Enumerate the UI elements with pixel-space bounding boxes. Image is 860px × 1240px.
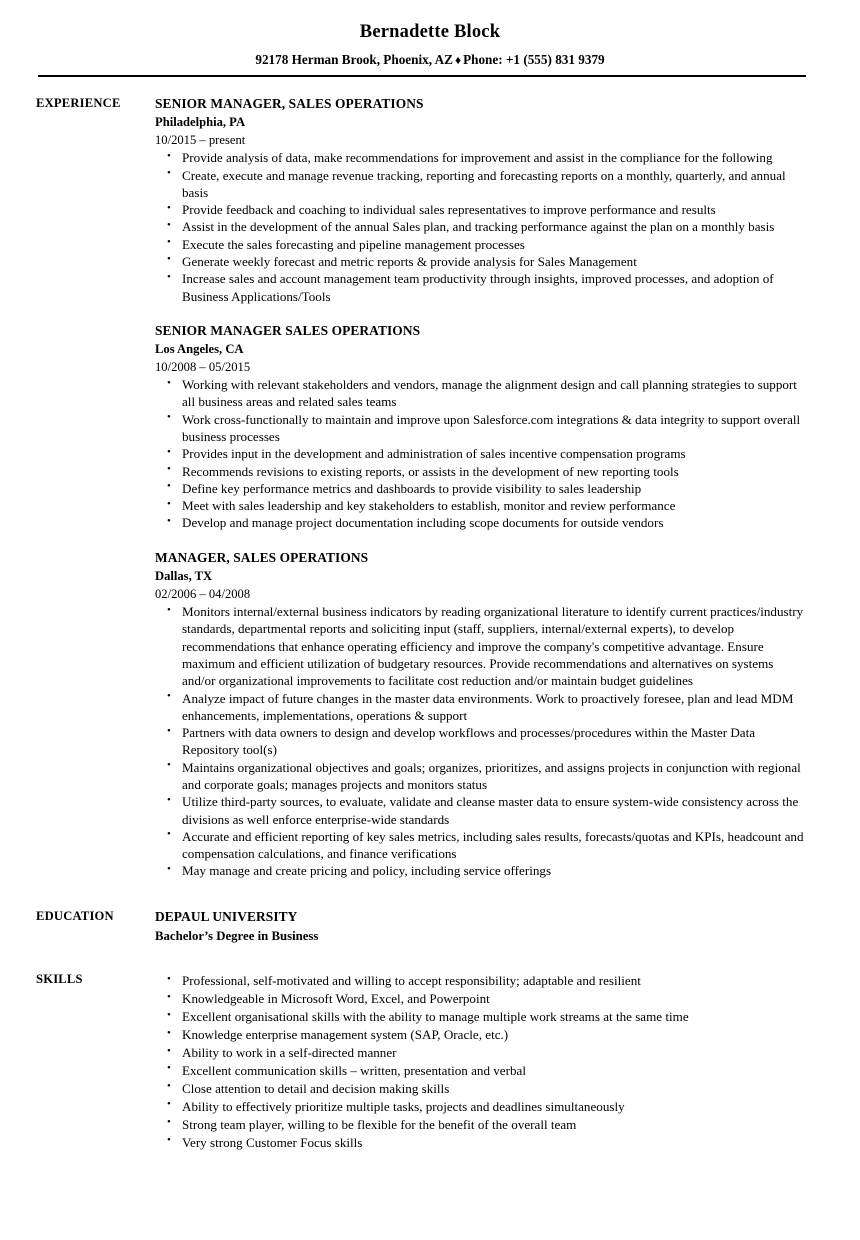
experience-item <box>155 95 808 305</box>
bullet-item: • Maintains organizational objectives and goals; organizes, prioritizes, and assigns projects in conjunction with regional and corporate goals; manages projects and monitors status <box>155 759 808 794</box>
bullet-item: • Increase sales and account management team productivity through insights, improved processes, and adoption of Business Applications/Tools <box>155 270 808 305</box>
bullet-item: • Knowledge enterprise management system (SAP, Oracle, etc.) <box>155 1026 808 1044</box>
bullet-item: • Provides input in the development and administration of sales incentive compensation programs <box>155 445 808 462</box>
bullet-item: • Recommends revisions to existing reports, or assists in the development of new reporting tools <box>155 463 808 480</box>
bullet-item: • Excellent communication skills – written, presentation and verbal <box>155 1062 808 1080</box>
contact-address: 92178 Herman Brook, Phoenix, AZ <box>255 52 453 68</box>
bullet-item: • Professional, self-motivated and willing to accept responsibility; adaptable and resilient <box>155 972 808 990</box>
job-bullets <box>155 149 808 305</box>
job-dates: 10/2015 – present <box>155 133 246 148</box>
job-title: SENIOR MANAGER, SALES OPERATIONS <box>155 95 424 111</box>
job-location: Los Angeles, CA <box>155 342 244 357</box>
bullet-item: • Generate weekly forecast and metric reports & provide analysis for Sales Management <box>155 253 808 270</box>
bullet-item: • Excellent organisational skills with the ability to manage multiple work streams at the same time <box>155 1008 808 1026</box>
bullet-item: • Strong team player, willing to be flexible for the benefit of the overall team <box>155 1116 808 1134</box>
skills-bullets <box>155 972 808 1151</box>
diamond-separator-icon: ♦ <box>454 53 462 68</box>
bullet-item: • Assist in the development of the annual Sales plan, and tracking performance against the plan on a monthly basis <box>155 218 808 235</box>
education-degree: Bachelor’s Degree in Business <box>155 928 319 943</box>
skills-list <box>155 971 860 1151</box>
bullet-item: • Provide feedback and coaching to individual sales representatives to improve performance and results <box>155 201 808 218</box>
bullet-item: • Ability to work in a self-directed manner <box>155 1044 808 1062</box>
education-item <box>155 908 808 946</box>
section-experience <box>0 95 860 880</box>
job-title: MANAGER, SALES OPERATIONS <box>155 549 369 565</box>
bullet-item: • Ability to effectively prioritize multiple tasks, projects and deadlines simultaneously <box>155 1098 808 1116</box>
bullet-item: • Partners with data owners to design and develop workflows and processes/procedures within the Master Data Repository tool(s) <box>155 724 808 759</box>
section-label-experience: EXPERIENCE <box>36 95 121 110</box>
job-dates: 02/2006 – 04/2008 <box>155 587 251 602</box>
education-list <box>155 908 860 946</box>
experience-list <box>155 95 860 880</box>
bullet-item: • Close attention to detail and decision making skills <box>155 1080 808 1098</box>
bullet-item: • Monitors internal/external business indicators by reading organizational literature to identify current practices/industry standards, departmental reports and soliciting input (staff, suppliers, internal/external experts), to develop recommendations that enhance operating efficiency and improve the company's competitive advantage. Ensure maximum and efficient utilization of budgetary resources. Provide recommendations and alternatives on systems and/or organizational improvements to facilitate cost reduction and/or maintain budget guidelines <box>155 603 808 689</box>
bullet-item: • Work cross-functionally to maintain and improve upon Salesforce.com integrations & data integrity to support overall business processes <box>155 411 808 446</box>
bullet-item: • Analyze impact of future changes in the master data environments. Work to proactively foresee, plan and lead MDM enhancements, implementations, operations & support <box>155 690 808 725</box>
section-skills <box>0 971 860 1151</box>
job-location: Dallas, TX <box>155 569 213 584</box>
bullet-item: • Provide analysis of data, make recommendations for improvement and assist in the compliance for the following <box>155 149 808 166</box>
bullet-item: • Working with relevant stakeholders and vendors, manage the alignment design and call planning strategies to support all business areas and related sales teams <box>155 376 808 411</box>
experience-item <box>155 549 808 880</box>
bullet-item: • Define key performance metrics and dashboards to provide visibility to sales leadership <box>155 480 808 497</box>
job-bullets <box>155 603 808 880</box>
candidate-name: Bernadette Block <box>359 22 501 42</box>
bullet-item: • Create, execute and manage revenue tracking, reporting and forecasting reports on a monthly, quarterly, and annual basis <box>155 167 808 202</box>
contact-phone: Phone: +1 (555) 831 9379 <box>463 52 605 68</box>
experience-item <box>155 322 808 532</box>
bullet-item: • Knowledgeable in Microsoft Word, Excel, and Powerpoint <box>155 990 808 1008</box>
education-school: DEPAUL UNIVERSITY <box>155 908 298 924</box>
section-label-skills: SKILLS <box>36 972 83 987</box>
bullet-item: • May manage and create pricing and policy, including service offerings <box>155 862 808 879</box>
job-location: Philadelphia, PA <box>155 115 246 130</box>
bullet-item: • Meet with sales leadership and key stakeholders to establish, monitor and review performance <box>155 497 808 514</box>
section-education <box>0 908 860 946</box>
bullet-item: • Very strong Customer Focus skills <box>155 1134 808 1152</box>
resume-content <box>0 77 860 1152</box>
job-title: SENIOR MANAGER SALES OPERATIONS <box>155 322 421 338</box>
resume-header <box>0 0 860 77</box>
bullet-item: • Execute the sales forecasting and pipeline management processes <box>155 236 808 253</box>
bullet-item: • Develop and manage project documentation including scope documents for outside vendors <box>155 514 808 531</box>
job-bullets <box>155 376 808 532</box>
bullet-item: • Utilize third-party sources, to evaluate, validate and cleanse master data to ensure system-wide consistency across the divisions as well enforce enterprise-wide standards <box>155 793 808 828</box>
job-dates: 10/2008 – 05/2015 <box>155 360 251 375</box>
section-label-education: EDUCATION <box>36 908 114 923</box>
contact-line <box>0 53 860 68</box>
bullet-item: • Accurate and efficient reporting of key sales metrics, including sales results, forecasts/quotas and KPIs, headcount and compensation calculations, and finance verifications <box>155 828 808 863</box>
